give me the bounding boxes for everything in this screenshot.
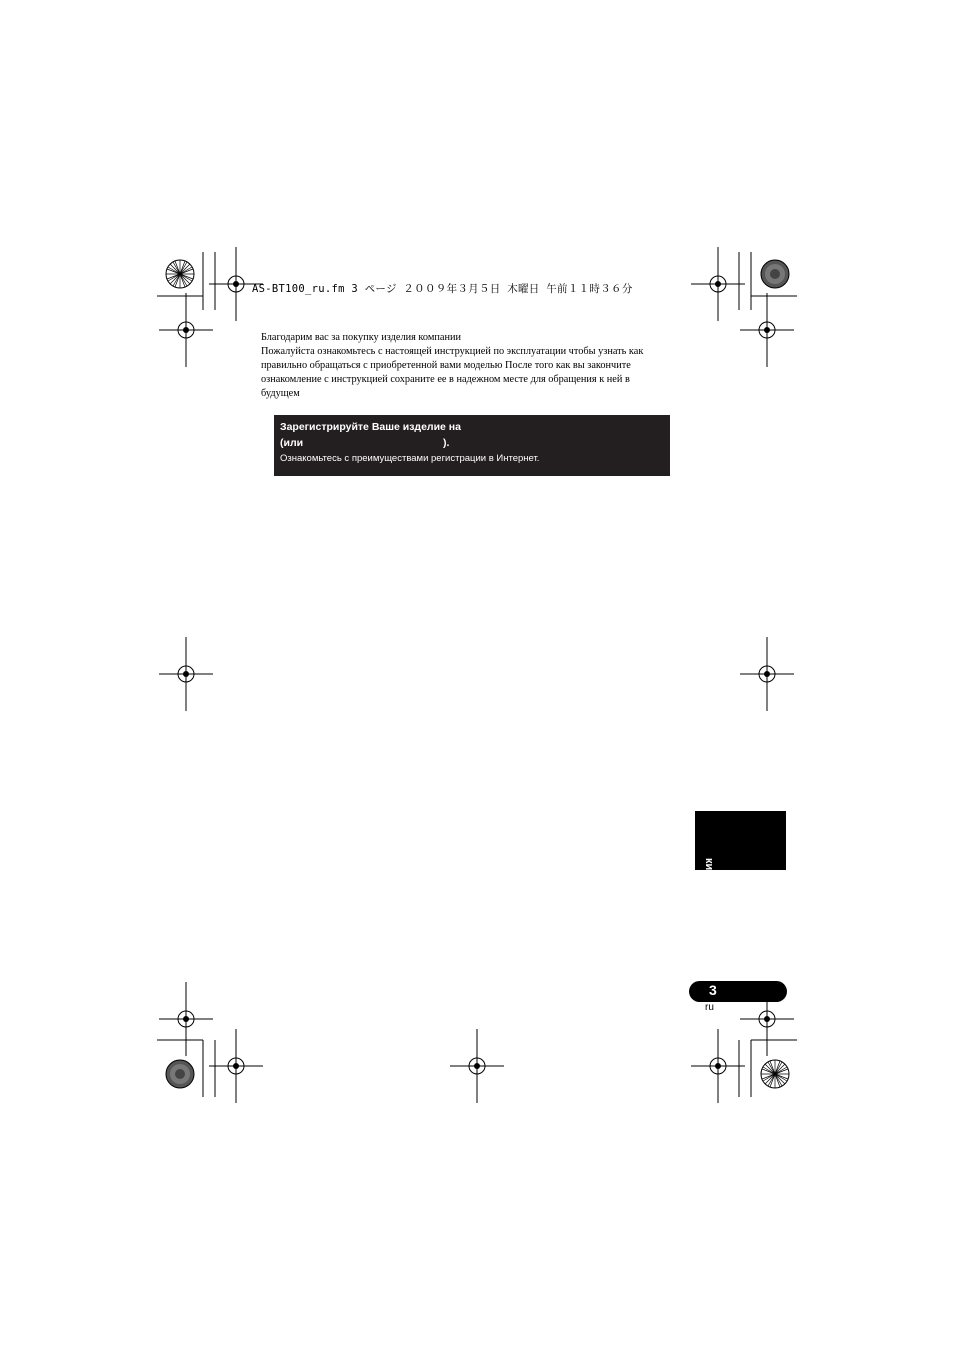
language-code: ru [705,1002,714,1013]
page-number-pill [689,981,787,1002]
intro-line: ознакомление с инструкцией сохраните ее в надежном месте для обращения к ней в [261,374,630,385]
file-header: AS-BT100_ru.fm 3 ページ ２００９年３月５日 木曜日 午前１１時３６分 [252,283,633,295]
registration-alt-open: (или [280,437,304,449]
registration-title: Зарегистрируйте Ваше изделие на [280,421,461,433]
language-side-tab [695,811,786,878]
intro-line: Пожалуйста ознакомьтесь с настоящей инструкцией по эксплуатации чтобы узнать как [261,346,644,357]
registration-note: Ознакомьтесь с преимуществами регистрации в Интернет. [280,453,540,464]
page-number: 3 [709,982,717,998]
registration-alt-close: ). [443,437,450,449]
registration-box [274,415,670,476]
thanks-line: Благодарим вас за покупку изделия компании [261,332,461,343]
intro-line: будущем [261,388,300,399]
intro-paragraph [261,345,681,401]
registration-alt-line [280,437,664,453]
intro-line: правильно обращаться с приобретенной вами моделью После того как вы закончите [261,360,631,371]
side-tab-label: кий [703,858,715,878]
